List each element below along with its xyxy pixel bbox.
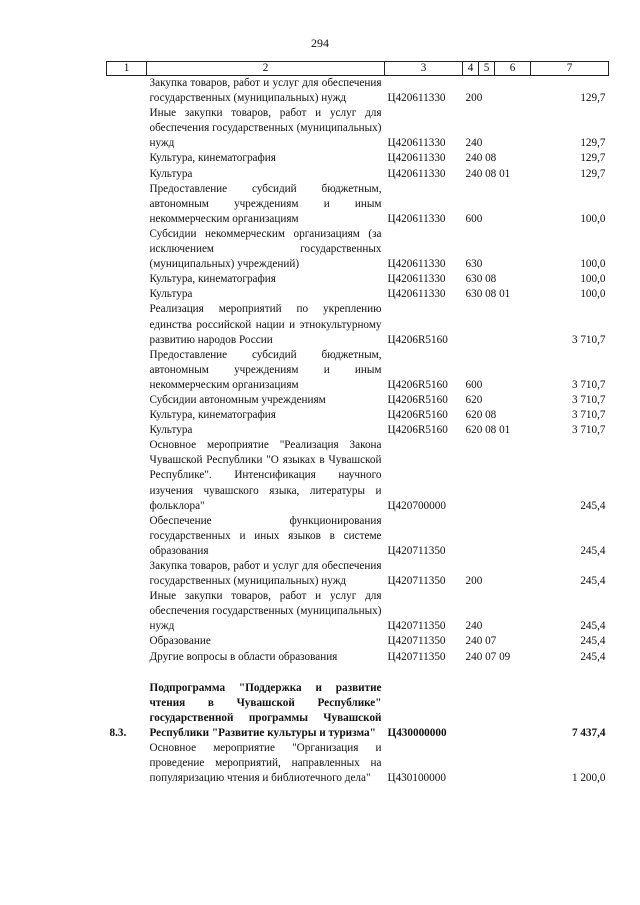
row-amount: 100,0: [580, 273, 606, 286]
row-target-code: Ц420711350: [387, 575, 446, 588]
row-amount: 245,4: [580, 635, 606, 648]
row-name: Образование: [149, 635, 211, 648]
row-name: Реализация мероприятий по укреплению единства российской нации и этнокультурному развитию народов России: [149, 303, 382, 346]
row-number: [107, 589, 147, 634]
row-target-code: Ц420711350: [387, 650, 446, 663]
table-row: [107, 167, 609, 182]
row-number: [107, 182, 147, 227]
row-amount: 245,4: [580, 544, 606, 557]
column-header: 4: [463, 62, 479, 76]
row-name: Культура, кинематография: [149, 152, 276, 165]
row-amount: 3 710,7: [571, 333, 606, 346]
row-number: [107, 408, 147, 423]
table-row: [107, 302, 609, 347]
row-name: Культура, кинематография: [149, 409, 276, 422]
table-row: [107, 106, 609, 151]
row-classification-codes: [463, 681, 531, 741]
row-number: [107, 106, 147, 151]
budget-table: [106, 61, 609, 786]
table-row: [107, 393, 609, 408]
table-row: [107, 589, 609, 634]
row-amount: 245,4: [580, 620, 606, 633]
row-number: [107, 272, 147, 287]
row-amount: 129,7: [580, 152, 606, 165]
row-target-code: Ц4206R5160: [387, 393, 448, 406]
row-amount: 245,4: [580, 575, 606, 588]
table-row: [107, 182, 609, 227]
table-row: [107, 634, 609, 649]
row-name: Культура: [149, 288, 193, 301]
row-target-code: Ц420611330: [387, 92, 446, 105]
table-row: [107, 438, 609, 513]
row-classification-codes: 240 08: [465, 152, 497, 165]
row-target-code: Ц420611330: [387, 167, 446, 180]
row-target-code: Ц420611330: [387, 258, 446, 271]
table-row: [107, 272, 609, 287]
row-classification-codes: [463, 302, 531, 347]
row-name: Другие вопросы в области образования: [149, 650, 338, 663]
row-amount: 129,7: [580, 92, 606, 105]
row-amount: 100,0: [580, 258, 606, 271]
table-row: [107, 514, 609, 559]
table-row: [107, 151, 609, 166]
row-name: Субсидии некоммерческим организациям (за исключением государственных (муниципальных) учреждений): [149, 227, 382, 271]
column-header: 5: [479, 62, 495, 76]
row-amount: 245,4: [580, 499, 606, 512]
row-amount: 3 710,7: [571, 409, 606, 422]
row-target-code: Ц420611330: [387, 288, 446, 301]
row-target-code: Ц430100000: [387, 772, 446, 785]
table-row: [107, 287, 609, 302]
row-target-code: Ц4206R5160: [387, 409, 448, 422]
table-row: [107, 681, 609, 741]
row-number: [107, 302, 147, 347]
row-classification-codes: [463, 514, 531, 559]
row-target-code: Ц4206R5160: [387, 424, 448, 437]
spacer-row: [107, 665, 609, 681]
column-header: 7: [531, 62, 609, 76]
row-target-code: Ц420700000: [387, 499, 446, 512]
table-row: [107, 227, 609, 272]
table-row: [107, 650, 609, 665]
row-number: [107, 423, 147, 438]
table-body: [107, 76, 609, 787]
row-classification-codes: 240 07: [465, 635, 497, 648]
row-classification-codes: 240: [465, 620, 483, 633]
row-number: [107, 393, 147, 408]
row-target-code: Ц420711350: [387, 620, 446, 633]
table-row: [107, 76, 609, 107]
row-number: [107, 151, 147, 166]
row-target-code: Ц420711350: [387, 635, 446, 648]
row-amount: 100,0: [580, 212, 606, 225]
row-amount: 1 200,0: [571, 772, 606, 785]
row-name: Основное мероприятие "Организация и проведение мероприятий, направленных на популяризацию чтения и библиотечного дела": [149, 742, 382, 785]
row-amount: 245,4: [580, 650, 606, 663]
row-target-code: Ц420611330: [387, 273, 446, 286]
row-classification-codes: 240 07 09: [465, 650, 511, 663]
row-target-code: Ц420711350: [387, 544, 446, 557]
row-target-code: Ц420611330: [387, 152, 446, 165]
row-number: [107, 227, 147, 272]
row-name: Иные закупки товаров, работ и услуг для обеспечения государственных (муниципальных) нужд: [149, 107, 382, 150]
row-target-code: Ц4206R5160: [387, 333, 448, 346]
row-number: [107, 634, 147, 649]
table-row: [107, 741, 609, 786]
row-name: Культура: [149, 424, 193, 437]
row-name: Субсидии автономным учреждениям: [149, 393, 326, 406]
row-classification-codes: 620 08: [465, 409, 497, 422]
row-number: [107, 167, 147, 182]
row-name: Иные закупки товаров, работ и услуг для обеспечения государственных (муниципальных) нужд: [149, 590, 382, 633]
page-number: 294: [311, 36, 329, 50]
row-number: [107, 741, 147, 786]
header-row: [107, 62, 609, 76]
row-name: Обеспечение функционирования государственных и иных языков в системе образования: [149, 514, 382, 557]
row-number: [107, 348, 147, 393]
row-number: [107, 287, 147, 302]
row-number: [107, 559, 147, 589]
row-classification-codes: 200: [465, 575, 483, 588]
row-target-code: Ц4206R5160: [387, 378, 448, 391]
row-name: Основное мероприятие "Реализация Закона Чувашской Республики "О языках в Чувашской Республике". Интенсификация научного изучения чувашского языка, литературы и фольклора": [149, 439, 382, 512]
row-classification-codes: 620: [465, 393, 483, 406]
table-row: [107, 408, 609, 423]
row-amount: 129,7: [580, 167, 606, 180]
table-row: [107, 423, 609, 438]
row-classification-codes: 600: [465, 212, 483, 225]
row-name: Культура: [149, 167, 193, 180]
row-number: [107, 438, 147, 513]
row-amount: 3 710,7: [571, 378, 606, 391]
row-number: 8.3.: [109, 726, 127, 739]
row-classification-codes: 200: [465, 92, 483, 105]
row-target-code: Ц420611330: [387, 137, 446, 150]
table-row: [107, 559, 609, 589]
row-amount: 3 710,7: [571, 424, 606, 437]
row-classification-codes: 600: [465, 378, 483, 391]
column-header: 3: [385, 62, 463, 76]
row-name: Закупка товаров, работ и услуг для обеспечения государственных (муниципальных) нужд: [149, 77, 382, 105]
row-classification-codes: [463, 741, 531, 786]
row-classification-codes: 620 08 01: [465, 424, 511, 437]
row-name: Предоставление субсидий бюджетным, автономным учреждениям и иным некоммерческим организациям: [149, 182, 382, 225]
row-name: Предоставление субсидий бюджетным, автономным учреждениям и иным некоммерческим организациям: [149, 348, 382, 391]
row-classification-codes: [463, 438, 531, 513]
row-target-code: Ц430000000: [387, 726, 447, 739]
row-name: Закупка товаров, работ и услуг для обеспечения государственных (муниципальных) нужд: [149, 560, 382, 588]
row-amount: 129,7: [580, 137, 606, 150]
column-header: 6: [495, 62, 531, 76]
row-name: Подпрограмма "Поддержка и развитие чтения в Чувашской Республике" государственной программы Чувашской Республики "Развитие культуры и туризма": [149, 681, 382, 739]
row-number: [107, 650, 147, 665]
column-header: 2: [147, 62, 385, 76]
row-classification-codes: 240 08 01: [465, 167, 511, 180]
row-classification-codes: 630: [465, 258, 483, 271]
row-number: [107, 514, 147, 559]
row-classification-codes: 630 08: [465, 273, 497, 286]
row-number: [107, 76, 147, 107]
row-amount: 3 710,7: [571, 393, 606, 406]
row-amount: 7 437,4: [571, 726, 606, 739]
column-header: 1: [107, 62, 147, 76]
row-classification-codes: 630 08 01: [465, 288, 511, 301]
table-row: [107, 348, 609, 393]
row-target-code: Ц420611330: [387, 212, 446, 225]
row-classification-codes: 240: [465, 137, 483, 150]
row-name: Культура, кинематография: [149, 273, 276, 286]
row-amount: 100,0: [580, 288, 606, 301]
